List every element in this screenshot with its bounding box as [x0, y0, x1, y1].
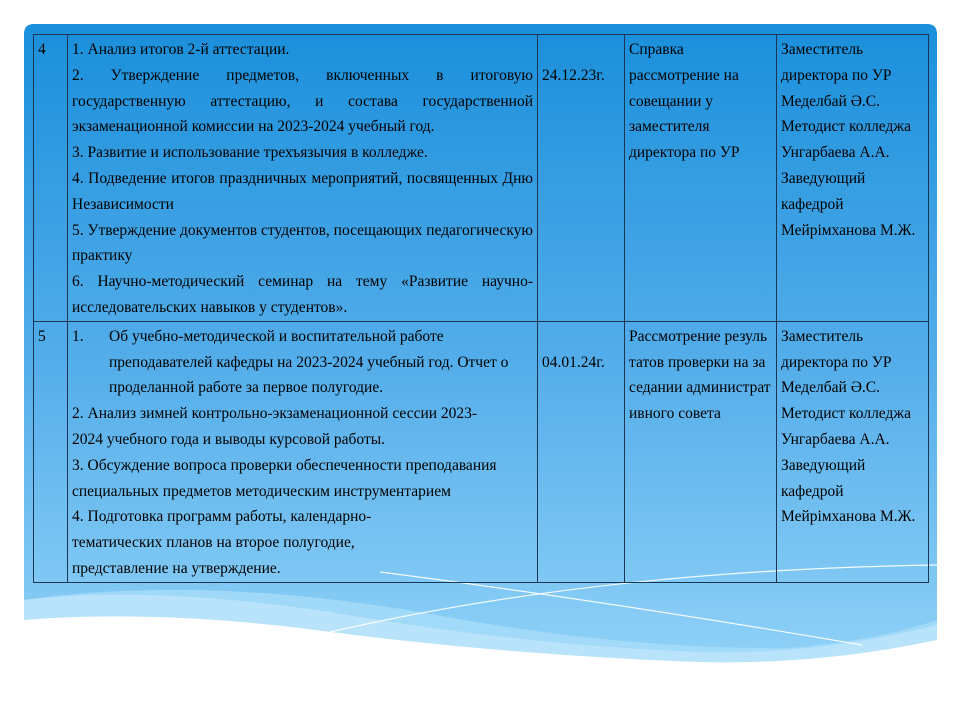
agenda-item	[72, 324, 533, 401]
form-cell: Рассмотрение результатов проверки на заседании административного совета	[625, 321, 777, 582]
responsible-line: Заместитель директора по УР	[781, 41, 892, 84]
responsible-line: Унгарбаева А.А.	[781, 430, 890, 448]
table-row	[34, 321, 929, 582]
agenda-item: 1. Анализ итогов 2-й аттестации.	[72, 41, 290, 58]
agenda-cell	[68, 321, 538, 582]
row-number: 5	[34, 321, 68, 582]
agenda-item: 3. Развитие и использование трехъязычия в колледже.	[72, 144, 428, 162]
responsible-line: Заместитель директора по УР	[781, 327, 892, 371]
responsible-line: Мейрімханова М.Ж.	[781, 221, 916, 239]
plan-table	[33, 34, 929, 583]
responsible-cell	[777, 35, 929, 322]
responsible-line: Методист колледжа	[781, 405, 911, 423]
row-number: 4	[34, 35, 68, 322]
responsible-cell	[777, 321, 929, 582]
agenda-item: 3. Обсуждение вопроса проверки обеспеченности преподавания специальных предметов методическим инструментарием	[72, 456, 497, 500]
table-row	[34, 35, 929, 322]
responsible-line: Меделбай Ә.С.	[781, 379, 880, 397]
agenda-item: 4. Подготовка программ работы, календарно-тематических планов на второе полугодие, представление на утверждение.	[72, 508, 372, 577]
responsible-line: Унгарбаева А.А.	[781, 144, 890, 162]
date-cell: 04.01.24г.	[538, 321, 625, 582]
agenda-item: 2. Анализ зимней контрольно-экзаменационной сессии 2023-2024 учебного года и выводы курсовой работы.	[72, 405, 478, 448]
responsible-line: Мейрімханова М.Ж.	[781, 508, 916, 526]
agenda-item: 5. Утверждение документов студентов, посещающих педагогическую практику	[72, 221, 533, 265]
responsible-line: Заведующий кафедрой	[781, 169, 866, 213]
agenda-item-number: 1.	[72, 327, 84, 345]
responsible-line: Заведующий кафедрой	[781, 456, 866, 500]
agenda-item-text: Об учебно-методической и воспитательной работе преподавателей кафедры на 2023-2024 учебный год. Отчет о проделанной работе за первое полугодие.	[109, 327, 509, 397]
responsible-line: Меделбай Ә.С.	[781, 92, 880, 110]
agenda-cell	[68, 35, 538, 322]
responsible-line: Методист колледжа	[781, 118, 911, 136]
agenda-item: 4. Подведение итогов праздничных мероприятий, посвященных Дню Независимости	[72, 169, 533, 213]
form-cell: Справка рассмотрение на совещании у заместителя директора по УР	[625, 35, 777, 322]
date-cell: 24.12.23г.	[538, 35, 625, 322]
agenda-item: 6. Научно-методический семинар на тему «Развитие научно-исследовательских навыков у студентов».	[72, 273, 533, 316]
agenda-item: 2. Утверждение предметов, включенных в итоговую государственную аттестацию, и состава государственной экзаменационной комиссии на 2023-2024 учебный год.	[72, 66, 533, 136]
